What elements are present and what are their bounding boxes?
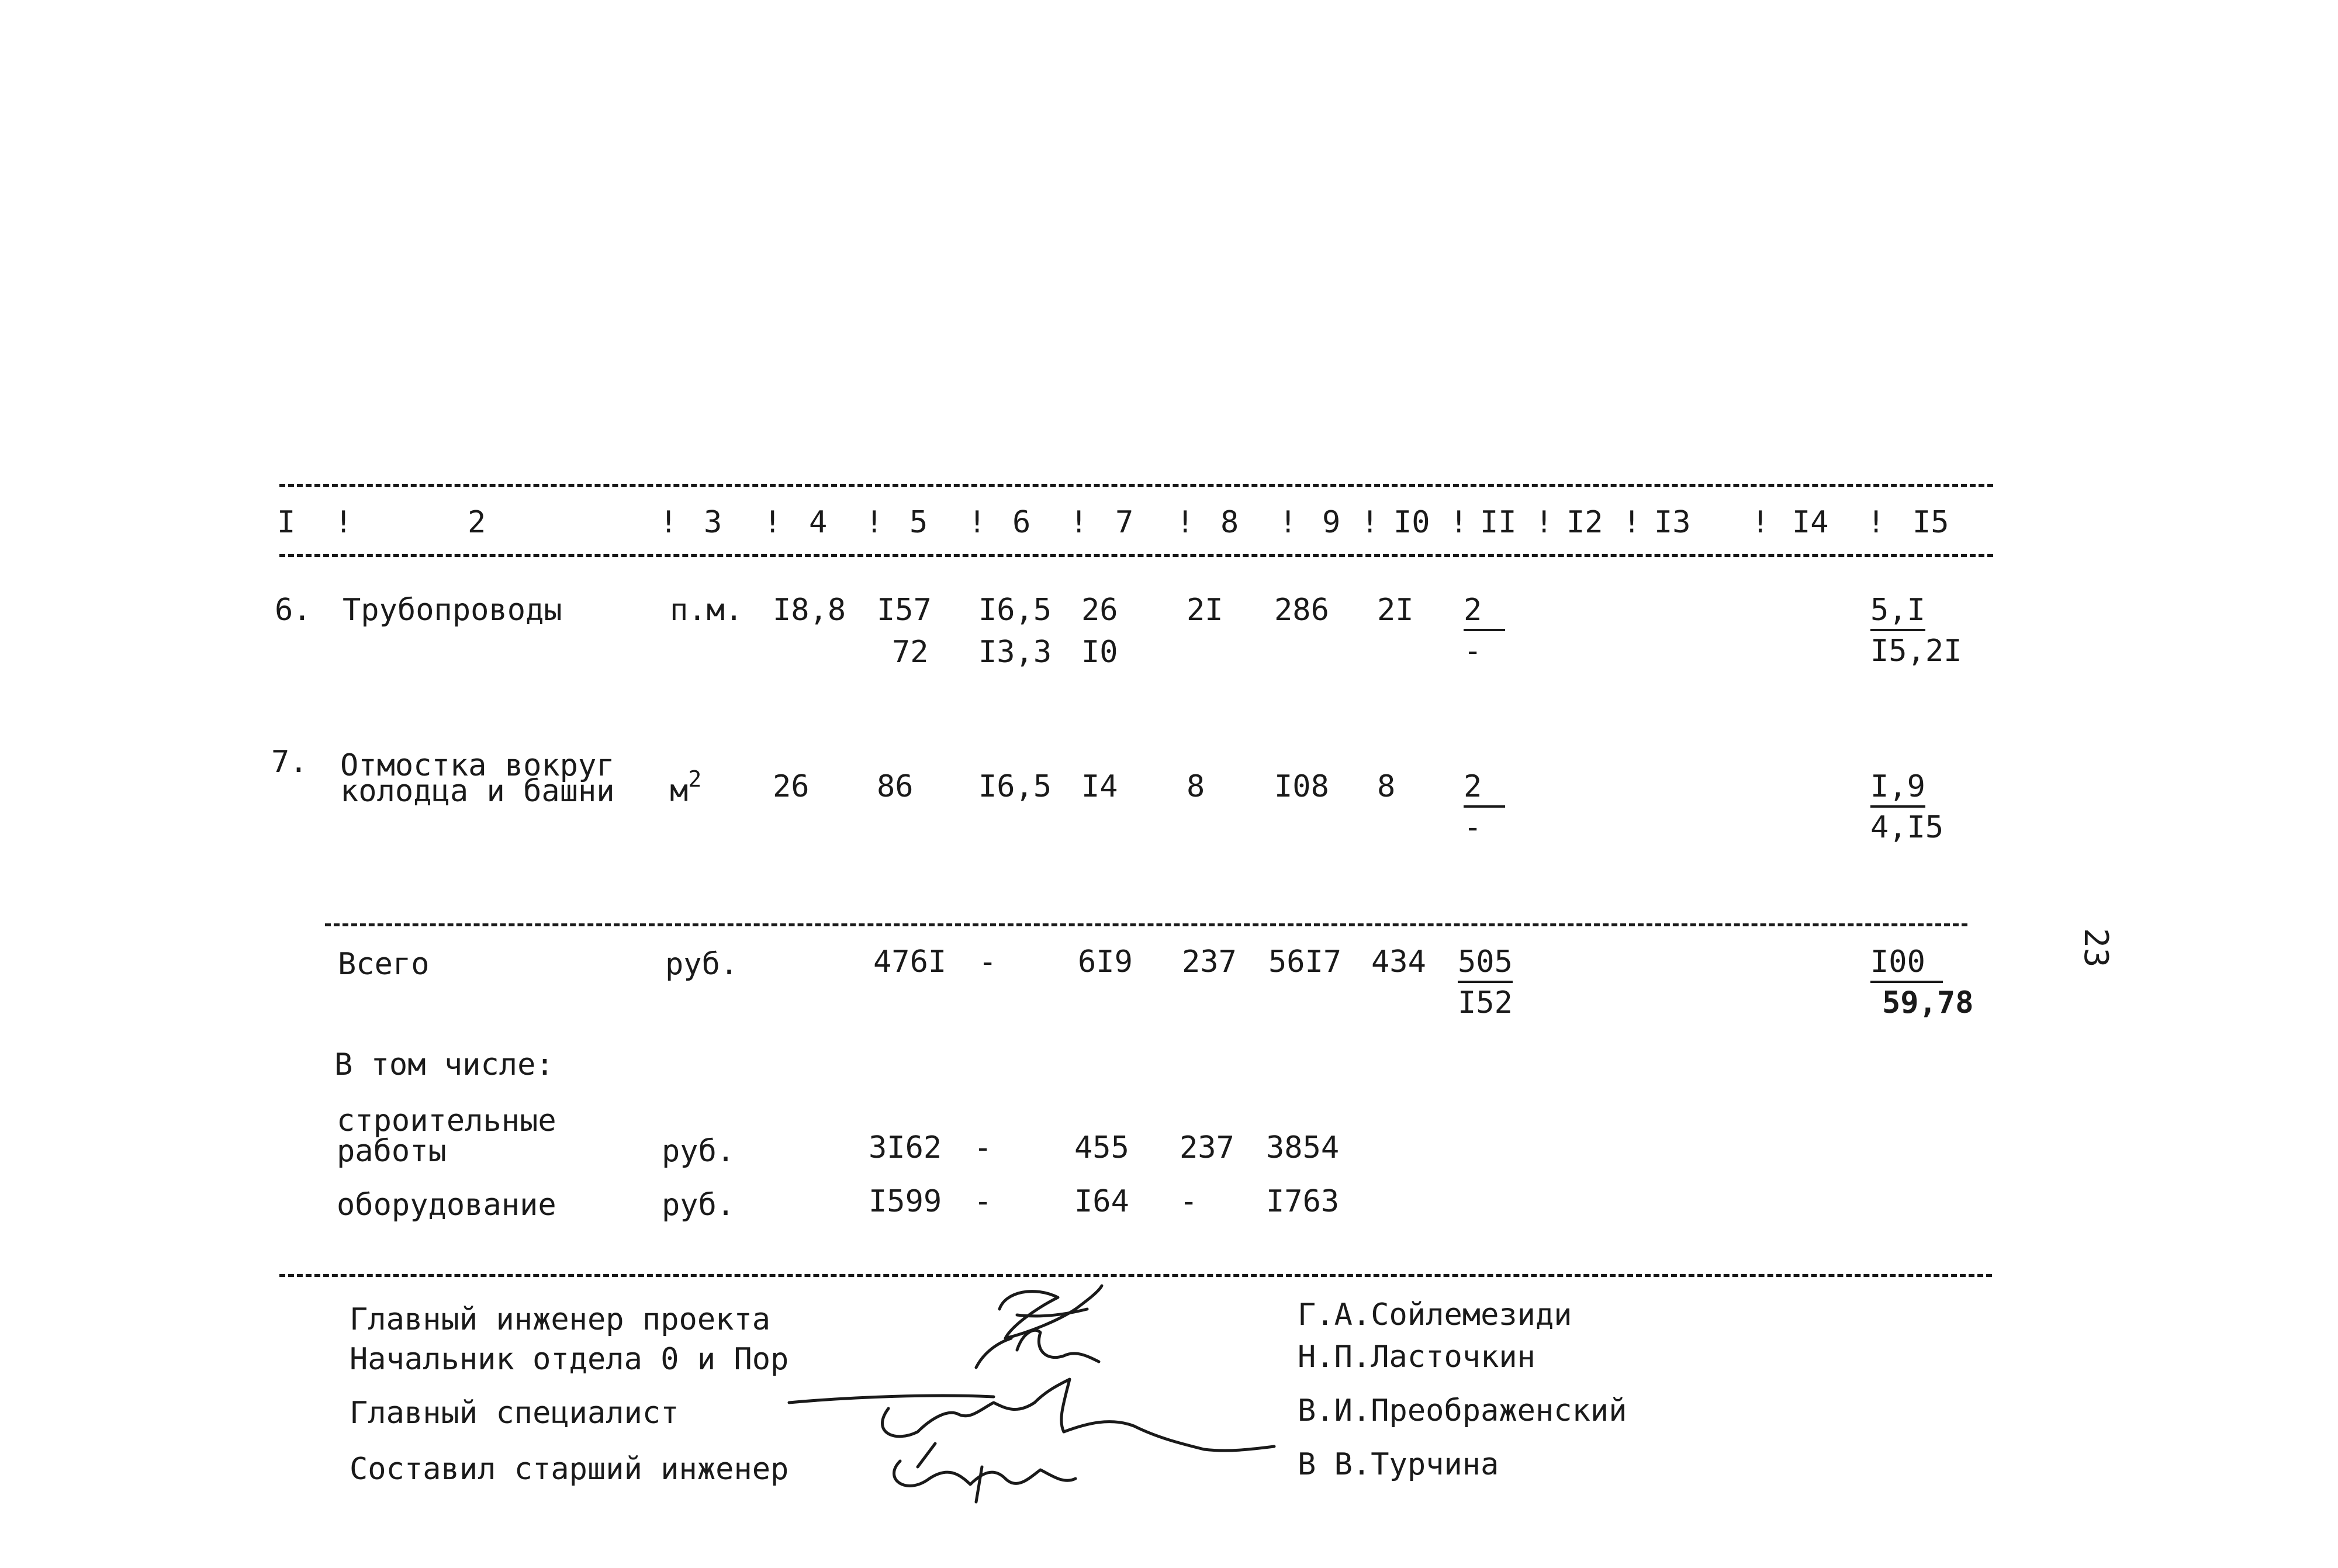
total-col8: 237	[1182, 944, 1237, 979]
col-header-2: 2	[468, 505, 486, 540]
signature-name: Г.А.Сойлемезиди	[1298, 1297, 1572, 1332]
row-unit-base: м	[670, 773, 689, 809]
col-header-14: I4	[1792, 505, 1829, 540]
breakdown-col5: I599	[869, 1184, 942, 1219]
total-col11-bottom: I52	[1458, 985, 1513, 1020]
cell-col15	[1870, 593, 1962, 669]
col-sep: !	[1867, 505, 1886, 540]
signature-role: Начальник отдела 0 и Пор	[350, 1342, 789, 1377]
breakdown-col7: 455	[1074, 1130, 1129, 1165]
cell-col15-top: I,9	[1870, 771, 1925, 808]
col-header-4: 4	[809, 505, 828, 540]
cell-col8: 2I	[1187, 593, 1223, 628]
total-col6: -	[978, 944, 997, 979]
signature-role: Главный специалист	[350, 1396, 679, 1431]
cell-col11-bottom: -	[1464, 810, 1482, 845]
cell-col4: 26	[773, 769, 810, 804]
cell-col11	[1464, 593, 1505, 669]
cell-col7-bottom: I0	[1081, 635, 1118, 670]
cell-col4: I8,8	[773, 593, 846, 628]
col-header-8: 8	[1220, 505, 1239, 540]
col-sep: !	[1176, 505, 1195, 540]
breakdown-name-line2: работы	[337, 1134, 447, 1169]
header-top-rule	[279, 484, 1993, 487]
breakdown-col8: -	[1180, 1184, 1198, 1219]
handwritten-signature	[783, 1274, 1286, 1508]
header-bottom-rule	[279, 554, 1993, 557]
col-header-6: 6	[1012, 505, 1031, 540]
cell-col15-bottom: 4,I5	[1870, 810, 1944, 845]
col-sep: !	[1070, 505, 1088, 540]
cell-col7-top: 26	[1081, 593, 1118, 628]
col-header-3: 3	[704, 505, 722, 540]
breakdown-heading: В том числе:	[334, 1047, 554, 1082]
row-name-line1: Отмостка вокруг	[340, 748, 615, 783]
col-sep: !	[1361, 505, 1379, 540]
cell-col15-bottom: I5,2I	[1870, 634, 1962, 669]
row-unit: п.м.	[670, 593, 743, 628]
cell-col11	[1464, 771, 1505, 843]
col-sep: !	[1450, 505, 1468, 540]
total-label: Всего	[338, 947, 430, 982]
total-col15	[1870, 944, 1974, 1020]
cell-col7: I4	[1081, 769, 1118, 804]
cell-col6-bottom: I3,3	[978, 635, 1052, 670]
row-unit	[670, 766, 702, 809]
breakdown-unit: руб.	[662, 1188, 735, 1223]
col-header-12: I2	[1566, 505, 1603, 540]
total-col15-bottom: 59,78	[1882, 985, 1974, 1020]
col-sep: !	[763, 505, 782, 540]
col-header-9: 9	[1322, 505, 1341, 540]
cell-col15-top: 5,I	[1870, 595, 1925, 631]
col-header-15: I5	[1912, 505, 1949, 540]
page-number: 23	[2077, 928, 2115, 968]
col-header-13: I3	[1654, 505, 1691, 540]
cell-col11-bottom: -	[1464, 634, 1482, 669]
signature-role: Составил старший инженер	[350, 1452, 789, 1487]
col-sep: !	[1623, 505, 1641, 540]
col-sep: !	[865, 505, 884, 540]
signature-name: В.И.Преображенский	[1298, 1393, 1627, 1428]
col-header-11: II	[1480, 505, 1517, 540]
row-name: Трубопроводы	[343, 593, 562, 628]
cell-col11-top: 2	[1464, 595, 1505, 631]
total-col15-top: I00	[1870, 947, 1943, 983]
cell-col10: 8	[1377, 769, 1396, 804]
col-header-5: 5	[909, 505, 928, 540]
col-header-1: I	[277, 505, 296, 540]
cell-col11-top: 2	[1464, 771, 1505, 808]
breakdown-col7: I64	[1074, 1184, 1129, 1219]
col-header-10: I0	[1393, 505, 1430, 540]
cell-col9: 286	[1274, 593, 1329, 628]
signature-name: Н.П.Ласточкин	[1298, 1339, 1535, 1375]
breakdown-col8: 237	[1180, 1130, 1234, 1165]
breakdown-name-line1: строительные	[337, 1103, 556, 1138]
cell-col15	[1870, 771, 1943, 843]
col-sep: !	[968, 505, 987, 540]
total-col10: 434	[1371, 944, 1426, 979]
cell-col5: 86	[877, 769, 914, 804]
total-col7: 6I9	[1078, 944, 1133, 979]
cell-col10: 2I	[1377, 593, 1414, 628]
row-number: 6.	[275, 593, 312, 628]
cell-col5-top: I57	[877, 593, 932, 628]
total-col9: 56I7	[1268, 944, 1342, 979]
col-header-7: 7	[1115, 505, 1134, 540]
total-col11-top: 505	[1458, 947, 1513, 983]
total-unit: руб.	[665, 947, 739, 982]
cell-col5-bottom: 72	[892, 635, 929, 670]
total-col5: 476I	[873, 944, 947, 979]
col-sep: !	[1279, 505, 1298, 540]
breakdown-col6: -	[974, 1130, 992, 1165]
col-sep: !	[659, 505, 678, 540]
signature-role: Главный инженер проекта	[350, 1302, 771, 1337]
breakdown-col9: I763	[1266, 1184, 1340, 1219]
cell-col6: I6,5	[978, 769, 1052, 804]
breakdown-name-line1: оборудование	[337, 1188, 556, 1223]
col-sep: !	[1535, 505, 1554, 540]
signature-name: В В.Турчина	[1298, 1447, 1499, 1482]
breakdown-unit: руб.	[662, 1134, 735, 1169]
row-number: 7.	[271, 745, 308, 780]
row-name-line2: колодца и башни	[340, 774, 615, 809]
breakdown-col6: -	[974, 1184, 992, 1219]
row-unit-sup: 2	[688, 766, 702, 792]
total-rule	[325, 923, 1967, 926]
cell-col6-top: I6,5	[978, 593, 1052, 628]
breakdown-col5: 3I62	[869, 1130, 942, 1165]
col-sep: !	[1751, 505, 1770, 540]
total-col11	[1458, 944, 1513, 1020]
cell-col9: I08	[1274, 769, 1329, 804]
breakdown-col9: 3854	[1266, 1130, 1340, 1165]
col-sep: !	[334, 505, 353, 540]
cell-col8: 8	[1187, 769, 1205, 804]
